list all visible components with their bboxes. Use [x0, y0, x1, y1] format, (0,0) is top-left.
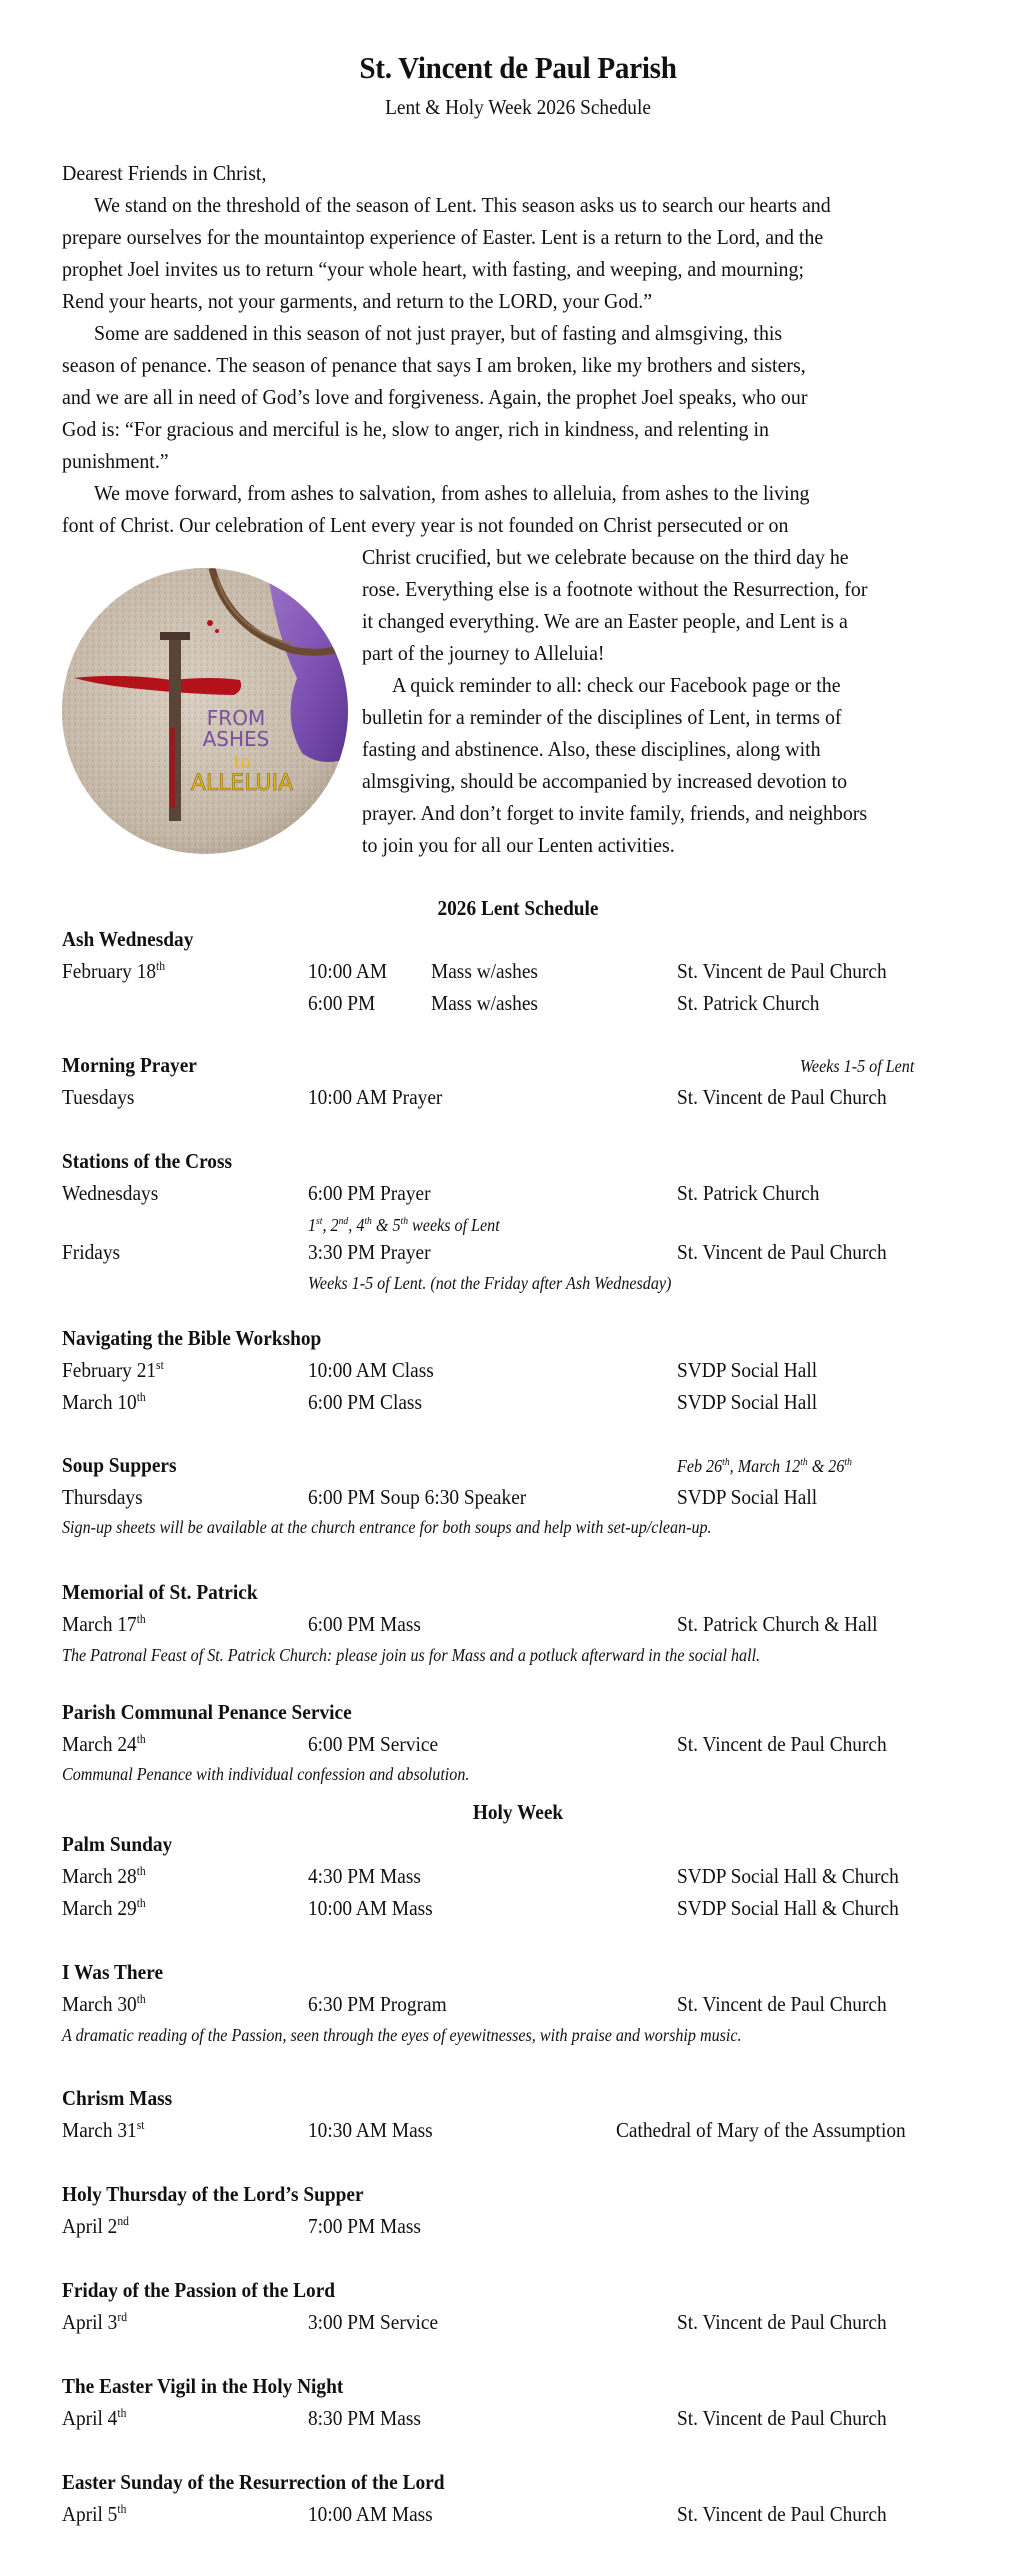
image-illustration: [62, 568, 348, 854]
event-time: 3:00 PM Service: [308, 2310, 439, 2334]
event-date: March 28th: [62, 1863, 146, 1888]
event-title: I Was There: [62, 1960, 164, 1984]
event-location: Cathedral of Mary of the Assumption: [616, 2118, 906, 2142]
letter-line: prepare ourselves for the mountaintop experience of Easter. Lent is a return to the Lord, and the: [62, 225, 824, 249]
event-date: February 21st: [62, 1357, 164, 1382]
letter-line: and we are all in need of God’s love and forgiveness. Again, the prophet Joel speaks, who our: [62, 385, 808, 409]
letter-line: Rend your hearts, not your garments, and return to the LORD, your God.”: [62, 289, 653, 313]
letter-line: rose. Everything else is a footnote without the Resurrection, for: [362, 577, 868, 601]
letter-line: punishment.”: [62, 449, 169, 473]
event-title: Stations of the Cross: [62, 1149, 233, 1173]
event-location: SVDP Social Hall & Church: [677, 1896, 899, 1920]
page-title: St. Vincent de Paul Parish: [359, 50, 677, 85]
event-title: Friday of the Passion of the Lord: [62, 2278, 336, 2302]
event-time: 6:00 PM Class: [308, 1390, 422, 1414]
event-time: 10:00 AM Mass: [308, 1896, 433, 1920]
event-title: Memorial of St. Patrick: [62, 1580, 258, 1604]
event-desc: Mass w/ashes: [431, 991, 538, 1015]
event-location: St. Patrick Church & Hall: [677, 1612, 878, 1636]
letter-line: part of the journey to Alleluia!: [362, 641, 605, 665]
event-location: St. Vincent de Paul Church: [677, 2502, 887, 2526]
event-time: 7:00 PM Mass: [308, 2214, 421, 2238]
letter-line: font of Christ. Our celebration of Lent every year is not founded on Christ persecuted or on: [62, 513, 789, 537]
letter-line: to join you for all our Lenten activities.: [362, 833, 675, 857]
event-date: March 24th: [62, 1731, 146, 1756]
letter-line: A quick reminder to all: check our Facebook page or the: [392, 673, 841, 697]
event-note: Communal Penance with individual confession and absolution.: [62, 1764, 470, 1784]
event-location: St. Patrick Church: [677, 991, 820, 1015]
letter-line: We move forward, from ashes to salvation, from ashes to alleluia, from ashes to the living: [94, 481, 810, 505]
event-location: SVDP Social Hall: [677, 1485, 818, 1509]
event-location: St. Vincent de Paul Church: [677, 1085, 887, 1109]
image-text-from: FROM: [206, 706, 266, 730]
event-date: Tuesdays: [62, 1085, 135, 1109]
letter-line: prayer. And don’t forget to invite family, friends, and neighbors: [362, 801, 868, 825]
event-date: Fridays: [62, 1240, 121, 1264]
event-time: 6:30 PM Program: [308, 1992, 447, 2016]
event-time: 6:00 PM Service: [308, 1732, 439, 1756]
event-date: March 30th: [62, 1991, 146, 2016]
salutation: Dearest Friends in Christ,: [62, 161, 267, 185]
event-time: 6:00 PM: [308, 991, 376, 1015]
letter-line: We stand on the threshold of the season of Lent. This season asks us to search our hearts and: [94, 193, 831, 217]
event-location: St. Vincent de Paul Church: [677, 1240, 887, 1264]
letter-line: prophet Joel invites us to return “your whole heart, with fasting, and weeping, and mourning;: [62, 257, 804, 281]
event-time: 6:00 PM Prayer: [308, 1181, 431, 1205]
event-time: 8:30 PM Mass: [308, 2406, 421, 2430]
event-location: St. Vincent de Paul Church: [677, 1732, 887, 1756]
event-title: Chrism Mass: [62, 2086, 173, 2110]
event-date: April 2nd: [62, 2213, 129, 2238]
event-date: March 31st: [62, 2117, 145, 2142]
letter-line: season of penance. The season of penance that says I am broken, like my brothers and sisters,: [62, 353, 806, 377]
letter-line: Christ crucified, but we celebrate because on the third day he: [362, 545, 849, 569]
event-location: St. Vincent de Paul Church: [677, 2310, 887, 2334]
event-title: Ash Wednesday: [62, 927, 194, 951]
event-time: 10:00 AM Mass: [308, 2502, 433, 2526]
event-time: 10:00 AM: [308, 959, 388, 983]
from-ashes-to-alleluia-image: [62, 568, 348, 854]
event-date: April 3rd: [62, 2309, 128, 2334]
event-date: Wednesdays: [62, 1181, 159, 1205]
image-text-alleluia: ALLELUIA: [190, 771, 294, 796]
image-text-to: to: [233, 753, 251, 773]
letter-line: it changed everything. We are an Easter people, and Lent is a: [362, 609, 848, 633]
event-location: St. Vincent de Paul Church: [677, 1992, 887, 2016]
letter-line: fasting and abstinence. Also, these disciplines, along with: [362, 737, 821, 761]
event-date: March 29th: [62, 1895, 146, 1920]
event-time: 10:30 AM Mass: [308, 2118, 433, 2142]
letter-line: God is: “For gracious and merciful is he, slow to anger, rich in kindness, and relenting in: [62, 417, 769, 441]
image-text-ashes: ASHES: [202, 727, 270, 751]
event-title: Easter Sunday of the Resurrection of the Lord: [62, 2470, 445, 2494]
event-date: March 10th: [62, 1389, 146, 1414]
event-location: St. Vincent de Paul Church: [677, 959, 887, 983]
event-note: Weeks 1-5 of Lent: [800, 1056, 915, 1076]
event-title: Parish Communal Penance Service: [62, 1700, 352, 1724]
event-title: Soup Suppers: [62, 1453, 177, 1477]
event-note: Sign-up sheets will be available at the church entrance for both soups and help with set-up/clean-up.: [62, 1517, 712, 1537]
holy-week-heading: Holy Week: [472, 1800, 564, 1824]
event-location: St. Patrick Church: [677, 1181, 820, 1205]
event-desc: Mass w/ashes: [431, 959, 538, 983]
event-time: 10:00 AM Prayer: [308, 1085, 443, 1109]
event-note: A dramatic reading of the Passion, seen through the eyes of eyewitnesses, with praise and worship music.: [62, 2025, 742, 2045]
event-note: 1st, 2nd, 4th & 5th weeks of Lent: [308, 1215, 500, 1235]
event-title: Palm Sunday: [62, 1832, 173, 1856]
event-location: SVDP Social Hall & Church: [677, 1864, 899, 1888]
event-date: February 18th: [62, 958, 166, 983]
letter-line: Some are saddened in this season of not just prayer, but of fasting and almsgiving, this: [94, 321, 783, 345]
event-title: Navigating the Bible Workshop: [62, 1326, 322, 1350]
event-date: March 17th: [62, 1611, 146, 1636]
page-subtitle: Lent & Holy Week 2026 Schedule: [385, 95, 651, 119]
event-title: Holy Thursday of the Lord’s Supper: [62, 2182, 364, 2206]
letter-line: almsgiving, should be accompanied by increased devotion to: [362, 769, 848, 793]
event-time: 6:00 PM Mass: [308, 1612, 421, 1636]
event-dates-note: Feb 26th, March 12th & 26th: [677, 1456, 852, 1476]
event-location: SVDP Social Hall: [677, 1358, 818, 1382]
event-date: April 4th: [62, 2405, 127, 2430]
event-time: 4:30 PM Mass: [308, 1864, 421, 1888]
event-location: SVDP Social Hall: [677, 1390, 818, 1414]
lent-schedule-heading: 2026 Lent Schedule: [437, 896, 599, 920]
event-time: 6:00 PM Soup 6:30 Speaker: [308, 1485, 527, 1509]
event-date: Thursdays: [62, 1485, 143, 1509]
event-note: Weeks 1-5 of Lent. (not the Friday after Ash Wednesday): [308, 1273, 672, 1293]
event-time: 3:30 PM Prayer: [308, 1240, 431, 1264]
letter-line: bulletin for a reminder of the disciplines of Lent, in terms of: [362, 705, 842, 729]
event-date: April 5th: [62, 2501, 127, 2526]
event-title: The Easter Vigil in the Holy Night: [62, 2374, 344, 2398]
event-time: 10:00 AM Class: [308, 1358, 434, 1382]
event-title: Morning Prayer: [62, 1053, 197, 1077]
event-note: The Patronal Feast of St. Patrick Church: please join us for Mass and a potluck afterward in the social hall.: [62, 1645, 761, 1665]
event-location: St. Vincent de Paul Church: [677, 2406, 887, 2430]
